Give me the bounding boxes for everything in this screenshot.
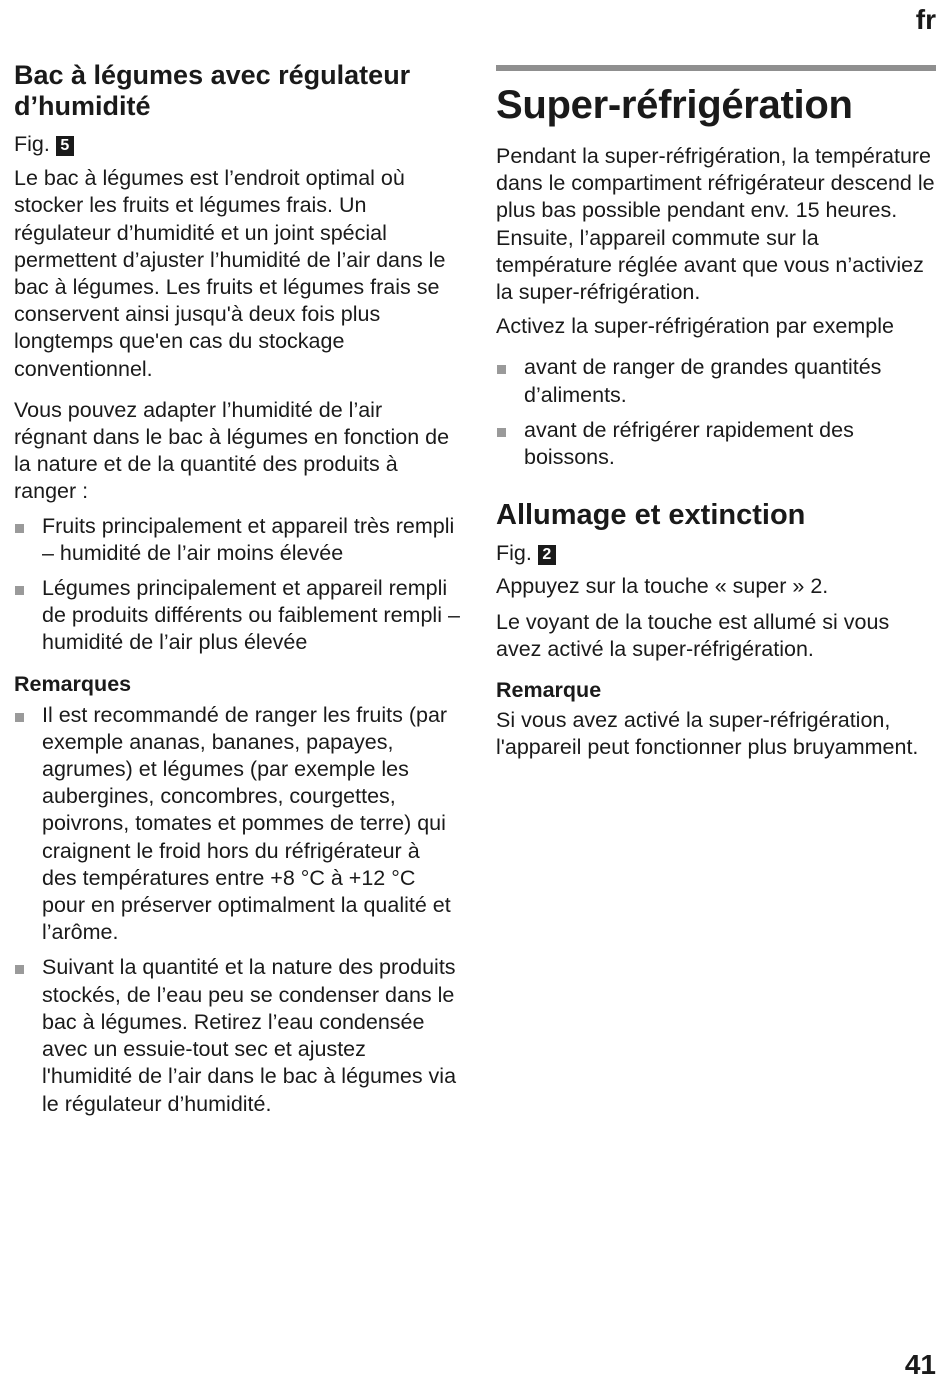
- page-number: 41: [904, 1349, 936, 1380]
- remarks-list: [14, 702, 460, 1118]
- list-item: avant de ranger de grandes quantités d’aliments.: [496, 354, 936, 408]
- figure-reference: [496, 540, 936, 567]
- right-column: [496, 0, 936, 761]
- paragraph-indicator: Le voyant de la touche est allumé si vous avez activé la super-réfrigération.: [496, 609, 890, 661]
- paragraph-humidity-adjust: Vous pouvez adapter l’humidité de l’air régnant dans le bac à légumes en fonction de la nature et de la quantité des produits à ranger :: [14, 397, 450, 504]
- figure-label: Fig.: [14, 132, 50, 156]
- paragraph-super-cooling-intro: Pendant la super-réfrigération, la température dans le compartiment réfrigérateur descend le plus bas possible pendant env. 15 heures. Ensuite, l’appareil commute sur la température réglée avant que vous n’activiez la super-réfrigération.: [496, 144, 935, 305]
- section-heading-crisper: Bac à légumes avec régulateur d’humidité: [14, 60, 411, 121]
- list-item: Suivant la quantité et la nature des produits stockés, de l’eau peu se condenser dans le bac à légumes. Retirez l’eau condensée avec un essuie-tout sec et ajustez l'humidité de l’air dans le bac à légumes via le régulateur d’humidité.: [14, 954, 460, 1117]
- figure-label: Fig.: [496, 541, 532, 566]
- list-item: Il est recommandé de ranger les fruits (par exemple ananas, bananes, papayes, agrumes) et légumes (par exemple les aubergines, concombres, courgettes, poivrons, tomates et pommes de terre) qui craignent le froid hors du réfrigérateur à des températures entre +8 °C à +12 °C pour en préserver optimalment la qualité et l’arôme.: [14, 702, 460, 947]
- paragraph-remark: Si vous avez activé la super-réfrigération, l'appareil peut fonctionner plus bruyamment.: [496, 708, 919, 760]
- activation-bullet-list: [496, 354, 936, 471]
- list-item: avant de réfrigérer rapidement des boissons.: [496, 417, 936, 471]
- list-item: Légumes principalement et appareil rempli de produits différents ou faiblement rempli – humidité de l’air plus élevée: [14, 575, 460, 657]
- section-heading-super-cooling: Super-réfrigération: [496, 83, 853, 127]
- figure-number-badge: 5: [56, 136, 74, 156]
- paragraph-activate-example: Activez la super-réfrigération par exemple: [496, 314, 894, 339]
- remarks-heading: Remarques: [14, 671, 132, 696]
- figure-reference: [14, 131, 460, 158]
- language-tag: fr: [915, 4, 936, 35]
- sub-heading-on-off: Allumage et extinction: [496, 499, 806, 532]
- figure-number-badge: 2: [538, 545, 556, 565]
- paragraph-crisper-intro: Le bac à légumes est l’endroit optimal où stocker les fruits et légumes frais. Un régulateur d’humidité et un joint spécial permettent d’ajuster l’humidité de l’air dans le bac à légumes. Les fruits et légumes frais se conservent ainsi jusqu'à deux fois plus longtemps que'en cas du stockage conventionnel.: [14, 166, 446, 381]
- left-column: [14, 0, 460, 1118]
- paragraph-press-button: Appuyez sur la touche « super » 2.: [496, 574, 829, 599]
- remark-heading: Remarque: [496, 678, 602, 703]
- section-rule: [496, 65, 936, 71]
- humidity-bullet-list: [14, 513, 460, 657]
- list-item: Fruits principalement et appareil très rempli – humidité de l’air moins élevée: [14, 513, 460, 567]
